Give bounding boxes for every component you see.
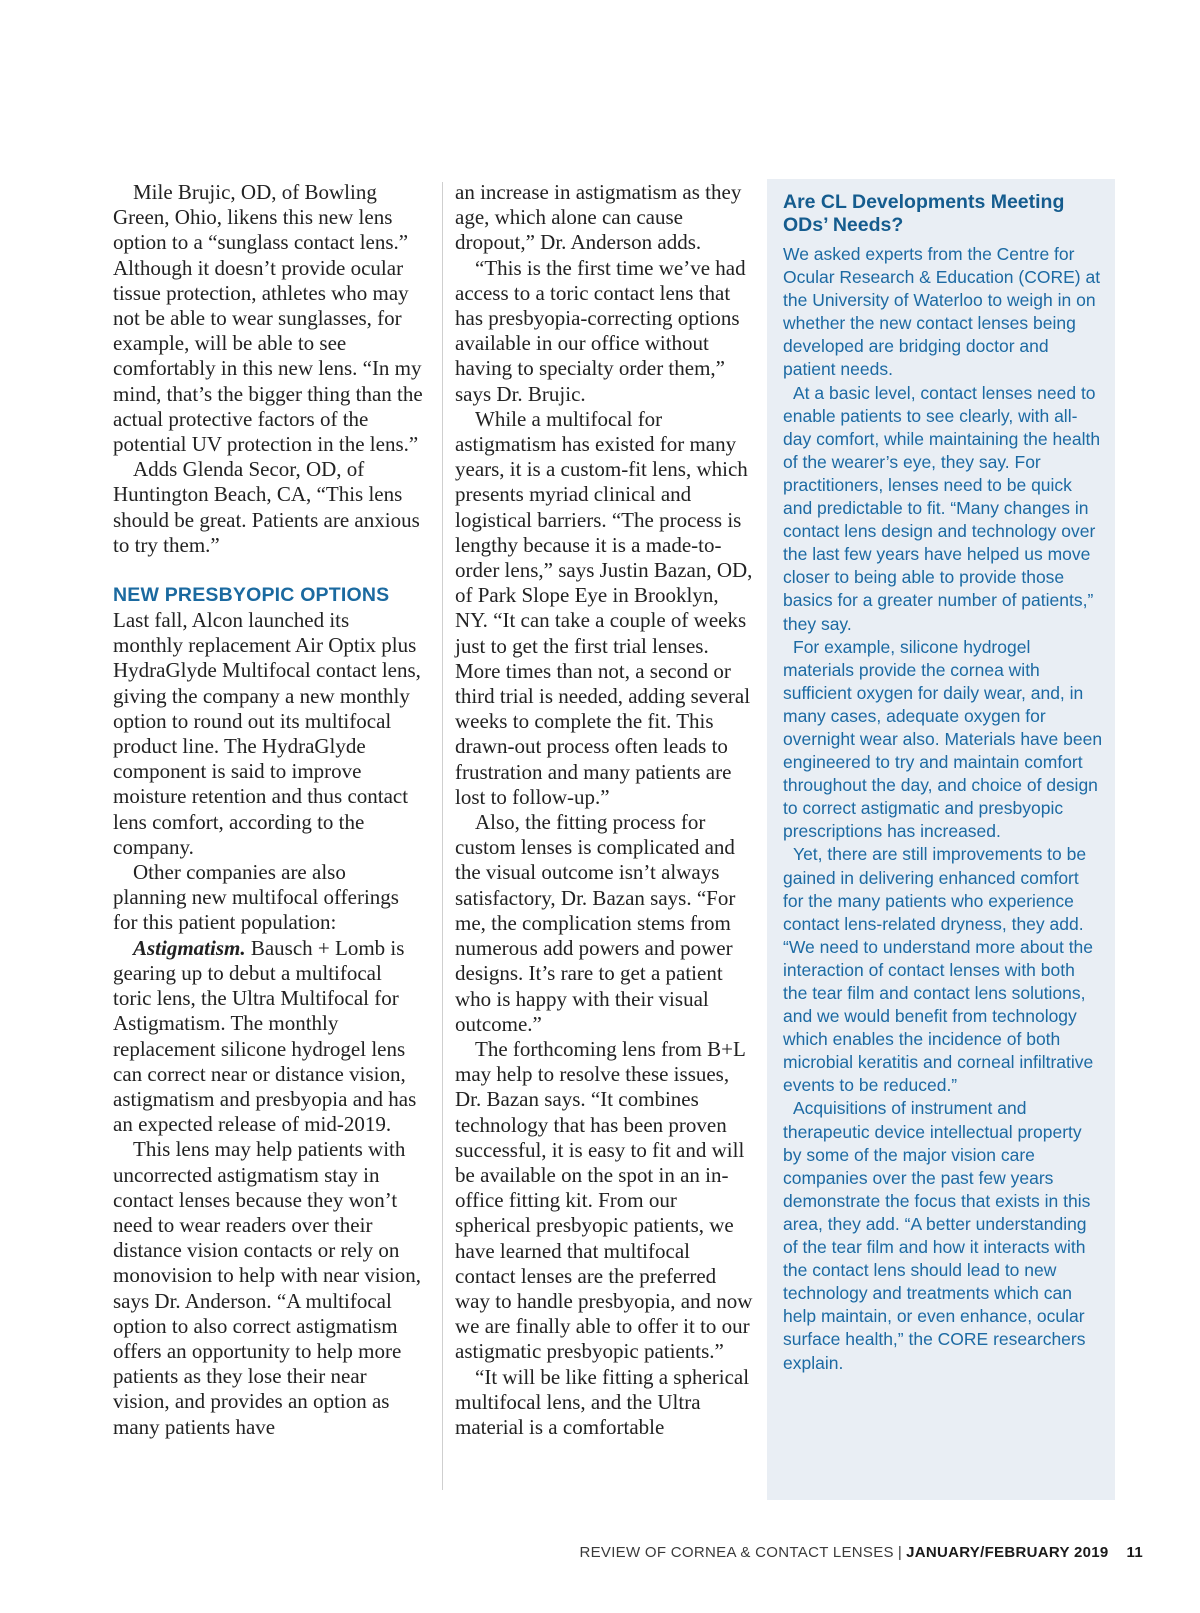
sidebar-paragraph: Acquisitions of instrument and therapeutic device intellectual property by some of the major vision care companies over the past few years demonstrate the focus that exists in this area, they add. “A better understanding of the tear film and how it interacts with the contact lens should lead to new technology and treatments which can help maintain, or even enhance, ocular surface health,” the CORE researchers explain.	[783, 1098, 1091, 1373]
astigmatism-text: Bausch + Lomb is gearing up to debut a multifocal toric lens, the Ultra Multifocal for Astigmatism. The monthly replacement silicone hydrogel lens can correct near or distance vision, astigmatism and presbyopia and has an expected release of mid-2019.	[113, 935, 417, 1137]
body-paragraph: “It will be like fitting a spherical multifocal lens, and the Ultra material is a comfortable	[455, 1364, 750, 1439]
page-footer	[579, 1544, 1143, 1561]
sidebar-paragraph: Yet, there are still improvements to be gained in delivering enhanced comfort for the many patients who experience contact lens-related dryness, they add. “We need to understand more about the interaction of contact lenses with both the tear film and contact lens solutions, and we would benefit from technology which enables the incidence of both microbial keratitis and corneal infiltrative events to be reduced.”	[783, 844, 1094, 1096]
body-paragraph: Other companies are also planning new multifocal offerings for this patient population:	[113, 860, 399, 935]
run-in-label: Astigmatism.	[133, 935, 246, 960]
body-paragraph: The forthcoming lens from B+L may help to resolve these issues, Dr. Bazan says. “It combines technology that has been proven successful, it is easy to fit and will be available on the spot in an in-office fitting kit. From our spherical presbyopic patients, we have learned that multifocal contact lenses are the preferred way to handle presbyopia, and now we are finally able to offer it to our astigmatic presbyopic patients.”	[455, 1036, 753, 1364]
section-heading: NEW PRESBYOPIC OPTIONS	[113, 584, 390, 607]
page-number: 11	[1126, 1544, 1143, 1561]
article-column-1	[113, 180, 423, 1440]
body-paragraph: Mile Brujic, OD, of Bowling Green, Ohio, likens this new lens option to a “sunglass contact lens.” Although it doesn’t provide ocular tissue protection, athletes who may not be able to wear sunglasses, for example, will be able to see comfortably in this new lens. “In my mind, that’s the bigger thing than the actual protective factors of the potential UV protection in the lens.”	[113, 180, 423, 457]
column-divider	[442, 182, 443, 1490]
body-paragraph: Also, the fitting process for custom lenses is complicated and the visual outcome isn’t always satisfactory, Dr. Bazan says. “For me, the complication stems from numerous add powers and power designs. It’s rare to get a patient who is happy with their visual outcome.”	[455, 810, 736, 1036]
body-paragraph: “This is the first time we’ve had access to a toric contact lens that has presbyopia-correcting options available in our office without having to specialty order them,” says Dr. Brujic.	[455, 255, 746, 406]
sidebar-title: Are CL Developments Meeting ODs’ Needs?	[783, 191, 1065, 236]
astigmatism-paragraph	[113, 936, 423, 1138]
sidebar-paragraph: We asked experts from the Centre for Ocular Research & Education (CORE) at the University of Waterloo to weigh in on whether the new contact lenses being developed are bridging doctor and patient needs.	[783, 244, 1101, 380]
publication-name: REVIEW OF CORNEA & CONTACT LENSES	[579, 1544, 894, 1561]
footer-separator: |	[897, 1544, 903, 1561]
body-paragraph: an increase in astigmatism as they age, which alone can cause dropout,” Dr. Anderson adds.	[455, 180, 742, 255]
issue-date: JANUARY/FEBRUARY 2019	[906, 1544, 1109, 1561]
body-paragraph: Last fall, Alcon launched its monthly replacement Air Optix plus HydraGlyde Multifocal contact lens, giving the company a new monthly option to round out its multifocal product line. The HydraGlyde component is said to improve moisture retention and thus contact lens comfort, according to the company.	[113, 608, 421, 859]
sidebar-paragraph: At a basic level, contact lenses need to enable patients to see clearly, with all-day comfort, while maintaining the health of the wearer’s eye, they say. For practitioners, lenses need to be quick and predictable to fit. “Many changes in contact lens design and technology over the last few years have helped us move closer to being able to provide those basics for a greater number of patients,” they say.	[783, 382, 1101, 634]
body-paragraph: While a multifocal for astigmatism has existed for many years, it is a custom-fit lens, which presents myriad clinical and logistical barriers. “The process is lengthy because it is a made-to-order lens,” says Justin Bazan, OD, of Park Slope Eye in Brooklyn, NY. “It can take a couple of weeks just to get the first trial lenses. More times than not, a second or third trial is needed, adding several weeks to complete the fit. This drawn-out process often leads to frustration and many patients are lost to follow-up.”	[455, 406, 753, 809]
sidebar-box	[767, 179, 1115, 1500]
body-paragraph: This lens may help patients with uncorrected astigmatism stay in contact lenses because they won’t need to wear readers over their distance vision contacts or rely on monovision to help with near vision, says Dr. Anderson. “A multifocal option to also correct astigmatism offers an opportunity to help more patients as they lose their near vision, and provides an option as many patients have	[113, 1137, 421, 1439]
article-column-2	[455, 180, 753, 1440]
body-paragraph: Adds Glenda Secor, OD, of Huntington Beach, CA, “This lens should be great. Patients are anxious to try them.”	[113, 457, 420, 557]
sidebar-paragraph: For example, silicone hydrogel materials provide the cornea with sufficient oxygen for daily wear, and, in many cases, adequate oxygen for overnight wear also. Materials have been engineered to try and maintain comfort throughout the day, and choice of design to correct astigmatic and presbyopic prescriptions has increased.	[783, 636, 1103, 842]
